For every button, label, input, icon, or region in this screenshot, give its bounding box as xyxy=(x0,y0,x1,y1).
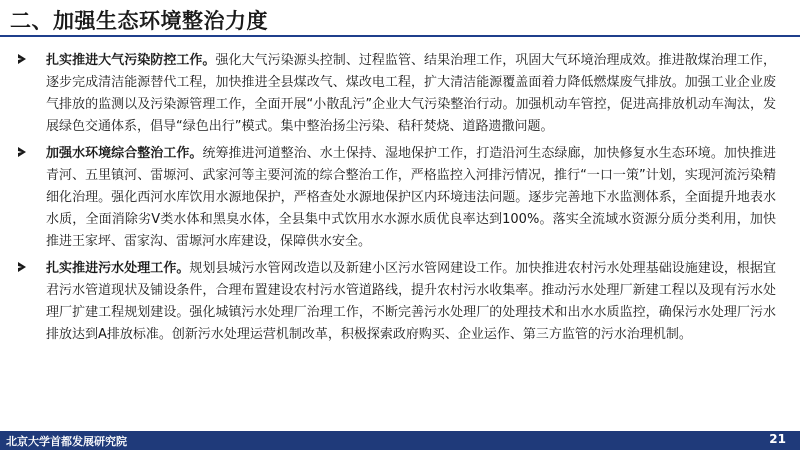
list-item xyxy=(46,258,776,346)
paragraph-lead: 扎实推进大气污染防控工作。 xyxy=(46,53,216,68)
page-title: 二、加强生态环境整治力度 xyxy=(10,9,268,33)
paragraph xyxy=(46,50,776,138)
footer-bar xyxy=(0,431,800,450)
paragraph xyxy=(46,143,776,253)
list-item xyxy=(46,50,776,138)
paragraph-body: 规划县城污水管网改造以及新建小区污水管网建设工作。加快推进农村污水处理基础设施建设，根据宜君污水管道现状及铺设条件，合理布置建设农村污水管道路线，提升农村污水收集率。推动污水处理厂新建工程以及现有污水处理厂扩建工程规划建设。强化城镇污水处理厂治理工作，不断完善污水处理厂的处理技术和出水水质监控，确保污水处理厂污水排放达到A排放标准。创新污水处理运营机制改革，积极探索政府购买、企业运作、第三方监管的污水治理机制。 xyxy=(46,261,776,342)
footer-institution: 北京大学首都发展研究院 xyxy=(6,435,127,448)
arrow-bullet-icon xyxy=(18,262,26,272)
title-divider xyxy=(0,35,800,37)
paragraph-lead: 加强水环境综合整治工作。 xyxy=(46,146,203,161)
list-item xyxy=(46,143,776,253)
paragraph xyxy=(46,258,776,346)
paragraph-lead: 扎实推进污水处理工作。 xyxy=(46,261,190,276)
page-number: 21 xyxy=(769,432,786,446)
arrow-bullet-icon xyxy=(18,147,26,157)
paragraph-body: 统筹推进河道整治、水土保持、湿地保护工作，打造沿河生态绿廊，加快修复水生态环境。加快推进青河、五里镇河、雷塬河、武家河等主要河流的综合整治工作，严格监控入河排污情况，推行“一口一策”计划，实现河流污染精细化治理。强化西河水库饮用水源地保护，严格查处水源地保护区内环境违法问题。逐步完善地下水监测体系，全面提升地表水水质，全面消除劣V类水体和黑臭水体，全县集中式饮用水水源水质优良率达到100%。落实全流域水资源分质分类利用，加快推进王家坪、雷家沟、雷塬河水库建设，保障供水安全。 xyxy=(46,146,776,249)
paragraph-body: 强化大气污染源头控制、过程监管、结果治理工作，巩固大气环境治理成效。推进散煤治理工作，逐步完成清洁能源替代工程，加快推进全县煤改气、煤改电工程，扩大清洁能源覆盖面着力降低燃煤废气排放。加强工业企业废气排放的监测以及污染源管理工作，全面开展“小散乱污”企业大气污染整治行动。加强机动车管控，促进高排放机动车淘汰，发展绿色交通体系，倡导“绿色出行”模式。集中整治扬尘污染、秸秆焚烧、道路遗撒问题。 xyxy=(46,53,776,134)
content-area xyxy=(46,50,776,351)
arrow-bullet-icon xyxy=(18,54,26,64)
